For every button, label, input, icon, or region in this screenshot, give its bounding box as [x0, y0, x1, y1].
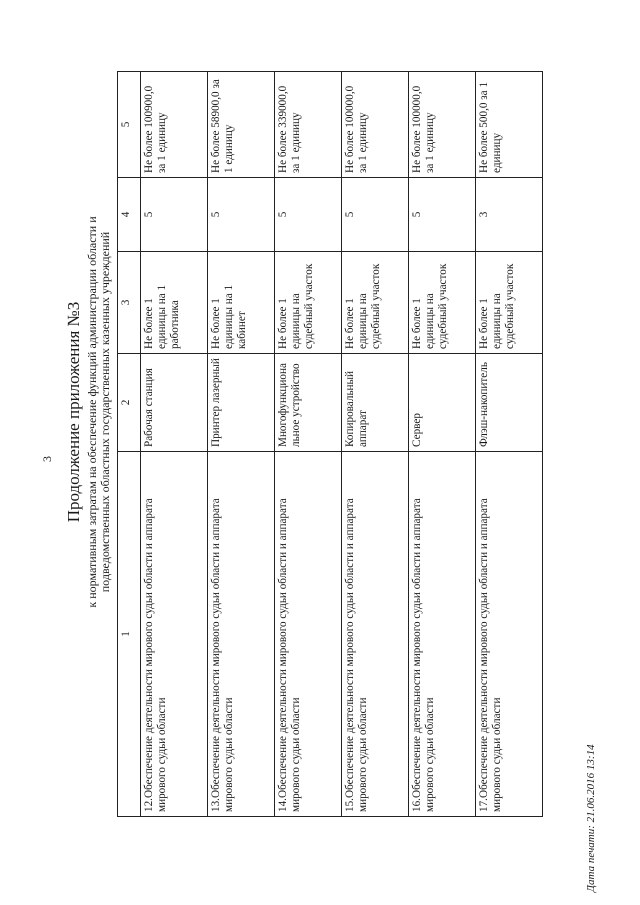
appendix-subtitle-line2: подведомственных областных государственных казенных учреждений: [98, 231, 112, 593]
quantity-cell: Не более 1 единицы на судебный участок: [342, 252, 409, 354]
table-row: [275, 72, 342, 817]
activity-cell: 12.Обеспечение деятельности мирового судьи области и аппарата мирового судьи области: [141, 452, 208, 817]
activity-cell: 14.Обеспечение деятельности мирового судьи области и аппарата мирового судьи области: [275, 452, 342, 817]
item-cell: Рабочая станция: [141, 354, 208, 452]
norms-table: [117, 71, 543, 817]
price-cell: Не более 100000,0 за 1 единицу: [342, 72, 409, 178]
header-cell-5: 5: [118, 72, 141, 178]
years-cell: 3: [476, 178, 543, 252]
table-row: [342, 72, 409, 817]
rotated-page: [40, 52, 600, 892]
table-row: [141, 72, 208, 817]
quantity-cell: Не более 1 единицы на судебный участок: [275, 252, 342, 354]
item-cell: Многофункциональное устройство: [275, 354, 342, 452]
item-cell: Флэш-накопитель: [476, 354, 543, 452]
item-cell: Сервер: [409, 354, 476, 452]
years-cell: 5: [275, 178, 342, 252]
quantity-cell: Не более 1 единицы на 1 кабинет: [208, 252, 275, 354]
header-cell-2: 2: [118, 354, 141, 452]
header-cell-4: 4: [118, 178, 141, 252]
price-cell: Не более 58900,0 за 1 единицу: [208, 72, 275, 178]
table-row: [208, 72, 275, 817]
price-cell: Не более 100000,0 за 1 единицу: [409, 72, 476, 178]
page-number: 3: [40, 456, 54, 462]
header-cell-3: 3: [118, 252, 141, 354]
appendix-subtitle-line1: к нормативным затратам на обеспечение функций администрации области и: [85, 216, 99, 608]
print-date: Дата печати: 21.06.2016 13:14: [585, 744, 597, 892]
activity-cell: 15.Обеспечение деятельности мирового судьи области и аппарата мирового судьи области: [342, 452, 409, 817]
header-cell-1: 1: [118, 452, 141, 817]
years-cell: 5: [208, 178, 275, 252]
years-cell: 5: [342, 178, 409, 252]
quantity-cell: Не более 1 единицы на судебный участок: [409, 252, 476, 354]
item-cell: Принтер лазерный: [208, 354, 275, 452]
price-cell: Не более 500,0 за 1 единицу: [476, 72, 543, 178]
activity-cell: 17.Обеспечение деятельности мирового судьи области и аппарата мирового судьи области: [476, 452, 543, 817]
price-cell: Не более 339000,0 за 1 единицу: [275, 72, 342, 178]
quantity-cell: Не более 1 единицы на 1 работника: [141, 252, 208, 354]
appendix-title: Продолжение приложения №3: [64, 301, 83, 523]
price-cell: Не более 100900,0 за 1 единицу: [141, 72, 208, 178]
table-header-row: [118, 72, 141, 817]
years-cell: 5: [141, 178, 208, 252]
activity-cell: 13.Обеспечение деятельности мирового судьи области и аппарата мирового судьи области: [208, 452, 275, 817]
years-cell: 5: [409, 178, 476, 252]
quantity-cell: Не более 1 единицы на судебный участок: [476, 252, 543, 354]
table-row: [409, 72, 476, 817]
activity-cell: 16.Обеспечение деятельности мирового судьи области и аппарата мирового судьи области: [409, 452, 476, 817]
item-cell: Копировальный аппарат: [342, 354, 409, 452]
table-row: [476, 72, 543, 817]
